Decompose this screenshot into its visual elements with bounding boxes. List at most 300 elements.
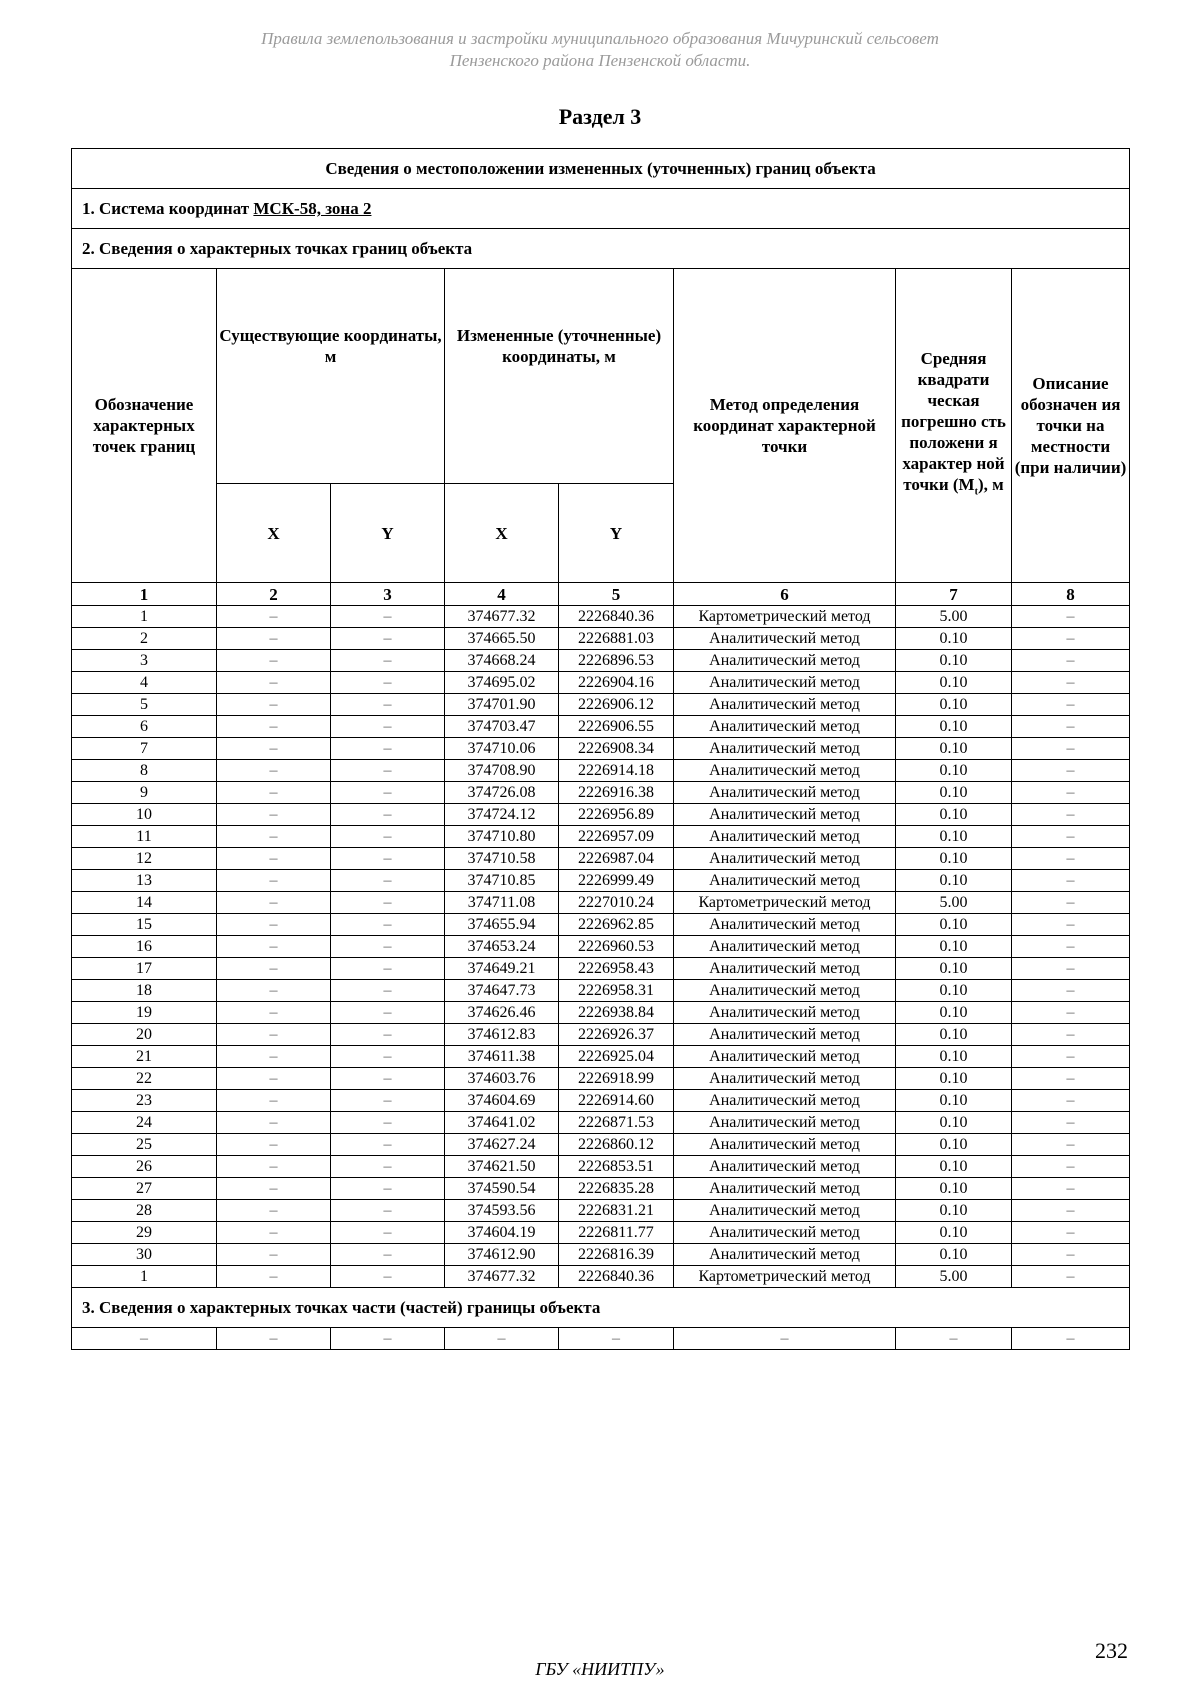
column-number: 7 (896, 583, 1012, 606)
point-number: 1 (72, 1266, 217, 1288)
existing-x: – (217, 672, 331, 694)
table-row (72, 760, 1130, 782)
coordinate-system-value: МСК-58, зона 2 (253, 199, 372, 218)
method: Картометрический метод (674, 606, 896, 628)
existing-x: – (217, 980, 331, 1002)
mean-error: 0.10 (896, 870, 1012, 892)
changed-y: 2226957.09 (559, 826, 674, 848)
changed-y: 2226835.28 (559, 1178, 674, 1200)
mean-error: 0.10 (896, 1090, 1012, 1112)
method: Аналитический метод (674, 716, 896, 738)
changed-y: 2226881.03 (559, 628, 674, 650)
existing-x: – (217, 650, 331, 672)
point-number: 6 (72, 716, 217, 738)
point-number: 18 (72, 980, 217, 1002)
point-number: 27 (72, 1178, 217, 1200)
existing-y: – (331, 760, 445, 782)
column-number: 3 (331, 583, 445, 606)
table-row (72, 606, 1130, 628)
point-number: 30 (72, 1244, 217, 1266)
description: – (1012, 782, 1130, 804)
existing-x: – (217, 1178, 331, 1200)
table-row (72, 1002, 1130, 1024)
description: – (1012, 1266, 1130, 1288)
point-number: 28 (72, 1200, 217, 1222)
changed-x: 374612.83 (445, 1024, 559, 1046)
point-number: 8 (72, 760, 217, 782)
table-row (72, 1222, 1130, 1244)
method: Аналитический метод (674, 1068, 896, 1090)
description: – (1012, 1046, 1130, 1068)
part-row (72, 1328, 1130, 1350)
header-row-1 (72, 269, 1130, 484)
table-row (72, 1156, 1130, 1178)
changed-x: 374701.90 (445, 694, 559, 716)
mean-error: 0.10 (896, 738, 1012, 760)
description: – (1012, 650, 1130, 672)
point-number: 1 (72, 606, 217, 628)
existing-x: – (217, 848, 331, 870)
changed-y: 2226811.77 (559, 1222, 674, 1244)
changed-y: 2226916.38 (559, 782, 674, 804)
existing-y: – (331, 936, 445, 958)
existing-y: – (331, 716, 445, 738)
method: Аналитический метод (674, 694, 896, 716)
method: Аналитический метод (674, 1200, 896, 1222)
existing-y: – (331, 1178, 445, 1200)
existing-x: – (217, 760, 331, 782)
mean-error: 0.10 (896, 1156, 1012, 1178)
point-number: 2 (72, 628, 217, 650)
mean-error: 0.10 (896, 1178, 1012, 1200)
section-title: Раздел 3 (558, 104, 642, 129)
coordinate-system-label: 1. Система координат (82, 199, 254, 218)
mean-error: 0.10 (896, 1024, 1012, 1046)
coordinates-table (71, 148, 1130, 1350)
existing-y: – (331, 1156, 445, 1178)
existing-x: – (217, 826, 331, 848)
changed-y: 2226958.43 (559, 958, 674, 980)
point-number: 11 (72, 826, 217, 848)
changed-x: 374710.58 (445, 848, 559, 870)
description: – (1012, 1002, 1130, 1024)
description: – (1012, 1222, 1130, 1244)
description: – (1012, 1244, 1130, 1266)
method: Аналитический метод (674, 760, 896, 782)
part-caption: 3. Сведения о характерных точках части (частей) границы объекта (72, 1288, 1130, 1328)
changed-x: 374710.85 (445, 870, 559, 892)
header-line-1: Правила землепользования и застройки муниципального образования Мичуринский сельсовет (261, 29, 939, 48)
existing-y: – (331, 1068, 445, 1090)
existing-x: – (217, 716, 331, 738)
changed-x: 374695.02 (445, 672, 559, 694)
table-title: Сведения о местоположении измененных (уточненных) границ объекта (72, 149, 1130, 189)
changed-x: 374653.24 (445, 936, 559, 958)
description: – (1012, 672, 1130, 694)
existing-y: – (331, 1134, 445, 1156)
existing-x: – (217, 892, 331, 914)
changed-y: 2226962.85 (559, 914, 674, 936)
method: Аналитический метод (674, 1156, 896, 1178)
existing-x: – (217, 782, 331, 804)
description: – (1012, 1068, 1130, 1090)
description: – (1012, 914, 1130, 936)
mean-error: 0.10 (896, 628, 1012, 650)
part-cell: – (1012, 1328, 1130, 1350)
existing-x: – (217, 1200, 331, 1222)
table-row (72, 1134, 1130, 1156)
column-numbers-row (72, 583, 1130, 606)
existing-y: – (331, 1222, 445, 1244)
changed-y: 2226840.36 (559, 1266, 674, 1288)
changed-y: 2227010.24 (559, 892, 674, 914)
part-cell: – (445, 1328, 559, 1350)
existing-y: – (331, 1046, 445, 1068)
point-number: 9 (72, 782, 217, 804)
table-row (72, 1244, 1130, 1266)
changed-y: 2226906.55 (559, 716, 674, 738)
mean-error: 0.10 (896, 1134, 1012, 1156)
changed-x: 374590.54 (445, 1178, 559, 1200)
point-number: 13 (72, 870, 217, 892)
changed-x: 374655.94 (445, 914, 559, 936)
table-title-row (72, 149, 1130, 189)
mean-error: 0.10 (896, 1244, 1012, 1266)
part-cell: – (217, 1328, 331, 1350)
changed-y: 2226908.34 (559, 738, 674, 760)
table-row (72, 848, 1130, 870)
method: Аналитический метод (674, 1046, 896, 1068)
method: Аналитический метод (674, 914, 896, 936)
changed-x: 374612.90 (445, 1244, 559, 1266)
point-number: 20 (72, 1024, 217, 1046)
changed-y: 2226999.49 (559, 870, 674, 892)
table-row (72, 1090, 1130, 1112)
part-cell: – (72, 1328, 217, 1350)
method: Аналитический метод (674, 672, 896, 694)
existing-y: – (331, 826, 445, 848)
changed-y: 2226938.84 (559, 1002, 674, 1024)
method: Аналитический метод (674, 1134, 896, 1156)
changed-x: 374710.80 (445, 826, 559, 848)
existing-x: – (217, 1024, 331, 1046)
existing-x: – (217, 1090, 331, 1112)
point-number: 24 (72, 1112, 217, 1134)
changed-y: 2226914.60 (559, 1090, 674, 1112)
method: Аналитический метод (674, 1112, 896, 1134)
description: – (1012, 606, 1130, 628)
page-footer: ГБУ «НИИТПУ» (535, 1659, 665, 1679)
header-designation: Обозначение характерных точек границ (72, 269, 217, 583)
existing-x: – (217, 738, 331, 760)
header-changed-y: Y (559, 484, 674, 583)
existing-x: – (217, 1068, 331, 1090)
description: – (1012, 826, 1130, 848)
mean-error: 5.00 (896, 892, 1012, 914)
header-changed-x: X (445, 484, 559, 583)
table-row (72, 672, 1130, 694)
changed-y: 2226914.18 (559, 760, 674, 782)
point-number: 5 (72, 694, 217, 716)
existing-x: – (217, 1112, 331, 1134)
existing-x: – (217, 606, 331, 628)
point-number: 3 (72, 650, 217, 672)
existing-y: – (331, 694, 445, 716)
table-row (72, 914, 1130, 936)
header-error-sub: t (974, 486, 978, 498)
changed-x: 374593.56 (445, 1200, 559, 1222)
changed-y: 2226958.31 (559, 980, 674, 1002)
column-number: 4 (445, 583, 559, 606)
changed-x: 374726.08 (445, 782, 559, 804)
part-caption-row (72, 1288, 1130, 1328)
existing-y: – (331, 1090, 445, 1112)
mean-error: 0.10 (896, 980, 1012, 1002)
changed-x: 374708.90 (445, 760, 559, 782)
mean-error: 0.10 (896, 650, 1012, 672)
description: – (1012, 936, 1130, 958)
description: – (1012, 1178, 1130, 1200)
point-number: 4 (72, 672, 217, 694)
header-line-2: Пензенского района Пензенской области. (449, 51, 751, 70)
existing-y: – (331, 958, 445, 980)
existing-y: – (331, 804, 445, 826)
description: – (1012, 892, 1130, 914)
table-row (72, 1068, 1130, 1090)
changed-y: 2226960.53 (559, 936, 674, 958)
description: – (1012, 738, 1130, 760)
method: Аналитический метод (674, 650, 896, 672)
method: Аналитический метод (674, 628, 896, 650)
description: – (1012, 1024, 1130, 1046)
existing-x: – (217, 694, 331, 716)
description: – (1012, 628, 1130, 650)
existing-y: – (331, 606, 445, 628)
table-row (72, 936, 1130, 958)
description: – (1012, 804, 1130, 826)
description: – (1012, 958, 1130, 980)
table-row (72, 892, 1130, 914)
existing-x: – (217, 870, 331, 892)
changed-x: 374603.76 (445, 1068, 559, 1090)
existing-x: – (217, 1244, 331, 1266)
mean-error: 0.10 (896, 782, 1012, 804)
method: Аналитический метод (674, 1178, 896, 1200)
method: Аналитический метод (674, 1024, 896, 1046)
header-existing-y: Y (331, 484, 445, 583)
description: – (1012, 980, 1130, 1002)
point-number: 25 (72, 1134, 217, 1156)
changed-y: 2226987.04 (559, 848, 674, 870)
column-number: 8 (1012, 583, 1130, 606)
table-row (72, 1046, 1130, 1068)
changed-y: 2226871.53 (559, 1112, 674, 1134)
description: – (1012, 1200, 1130, 1222)
method: Аналитический метод (674, 1002, 896, 1024)
existing-x: – (217, 936, 331, 958)
existing-x: – (217, 1002, 331, 1024)
description: – (1012, 1156, 1130, 1178)
method: Аналитический метод (674, 1244, 896, 1266)
existing-y: – (331, 672, 445, 694)
changed-x: 374627.24 (445, 1134, 559, 1156)
header-existing-x: X (217, 484, 331, 583)
changed-x: 374604.19 (445, 1222, 559, 1244)
existing-y: – (331, 1200, 445, 1222)
mean-error: 5.00 (896, 1266, 1012, 1288)
existing-x: – (217, 1222, 331, 1244)
mean-error: 0.10 (896, 1002, 1012, 1024)
changed-y: 2226956.89 (559, 804, 674, 826)
method: Аналитический метод (674, 936, 896, 958)
existing-y: – (331, 1024, 445, 1046)
column-number: 1 (72, 583, 217, 606)
method: Аналитический метод (674, 804, 896, 826)
table-row (72, 870, 1130, 892)
existing-y: – (331, 1266, 445, 1288)
method: Аналитический метод (674, 980, 896, 1002)
existing-y: – (331, 892, 445, 914)
changed-x: 374677.32 (445, 1266, 559, 1288)
changed-y: 2226831.21 (559, 1200, 674, 1222)
table-row (72, 1112, 1130, 1134)
mean-error: 0.10 (896, 848, 1012, 870)
existing-y: – (331, 870, 445, 892)
point-number: 19 (72, 1002, 217, 1024)
existing-x: – (217, 628, 331, 650)
changed-y: 2226925.04 (559, 1046, 674, 1068)
changed-x: 374621.50 (445, 1156, 559, 1178)
table-row (72, 716, 1130, 738)
changed-x: 374604.69 (445, 1090, 559, 1112)
existing-x: – (217, 1134, 331, 1156)
column-number: 2 (217, 583, 331, 606)
point-number: 14 (72, 892, 217, 914)
changed-x: 374703.47 (445, 716, 559, 738)
mean-error: 0.10 (896, 1200, 1012, 1222)
method: Картометрический метод (674, 1266, 896, 1288)
existing-y: – (331, 1112, 445, 1134)
description: – (1012, 1112, 1130, 1134)
changed-y: 2226840.36 (559, 606, 674, 628)
mean-error: 0.10 (896, 1112, 1012, 1134)
header-method: Метод определения координат характерной точки (674, 269, 896, 583)
table-row (72, 738, 1130, 760)
changed-y: 2226853.51 (559, 1156, 674, 1178)
mean-error: 0.10 (896, 804, 1012, 826)
changed-y: 2226926.37 (559, 1024, 674, 1046)
changed-x: 374611.38 (445, 1046, 559, 1068)
point-number: 16 (72, 936, 217, 958)
method: Аналитический метод (674, 826, 896, 848)
point-number: 21 (72, 1046, 217, 1068)
description: – (1012, 1134, 1130, 1156)
page-header (0, 28, 1200, 72)
changed-x: 374641.02 (445, 1112, 559, 1134)
column-number: 6 (674, 583, 896, 606)
mean-error: 0.10 (896, 694, 1012, 716)
table-row (72, 826, 1130, 848)
changed-x: 374668.24 (445, 650, 559, 672)
table-row (72, 694, 1130, 716)
part-cell: – (674, 1328, 896, 1350)
table-row (72, 1200, 1130, 1222)
point-number: 23 (72, 1090, 217, 1112)
point-number: 17 (72, 958, 217, 980)
mean-error: 0.10 (896, 760, 1012, 782)
changed-x: 374649.21 (445, 958, 559, 980)
existing-x: – (217, 1266, 331, 1288)
point-number: 10 (72, 804, 217, 826)
changed-y: 2226860.12 (559, 1134, 674, 1156)
changed-x: 374647.73 (445, 980, 559, 1002)
part-cell: – (896, 1328, 1012, 1350)
method: Аналитический метод (674, 738, 896, 760)
existing-y: – (331, 782, 445, 804)
table-row (72, 804, 1130, 826)
description: – (1012, 870, 1130, 892)
mean-error: 0.10 (896, 1222, 1012, 1244)
table-row (72, 782, 1130, 804)
changed-x: 374711.08 (445, 892, 559, 914)
header-description: Описание обозначен ия точки на местности (при наличии) (1012, 269, 1130, 583)
existing-x: – (217, 804, 331, 826)
page-number: 232 (1095, 1638, 1128, 1663)
point-number: 15 (72, 914, 217, 936)
existing-x: – (217, 914, 331, 936)
mean-error: 0.10 (896, 958, 1012, 980)
coordinate-system (72, 189, 1130, 229)
part-cell: – (331, 1328, 445, 1350)
existing-y: – (331, 650, 445, 672)
mean-error: 0.10 (896, 1046, 1012, 1068)
changed-x: 374677.32 (445, 606, 559, 628)
header-error-tail: ), м (977, 475, 1004, 495)
method: Аналитический метод (674, 958, 896, 980)
changed-y: 2226896.53 (559, 650, 674, 672)
existing-y: – (331, 738, 445, 760)
mean-error: 0.10 (896, 716, 1012, 738)
method: Аналитический метод (674, 1222, 896, 1244)
changed-y: 2226816.39 (559, 1244, 674, 1266)
point-number: 12 (72, 848, 217, 870)
changed-y: 2226918.99 (559, 1068, 674, 1090)
changed-x: 374665.50 (445, 628, 559, 650)
changed-y: 2226904.16 (559, 672, 674, 694)
mean-error: 0.10 (896, 1068, 1012, 1090)
header-error-main: Средняя квадрати ческая погрешно сть положени я характер ной точки (M (901, 349, 1006, 495)
method: Картометрический метод (674, 892, 896, 914)
existing-x: – (217, 1156, 331, 1178)
point-number: 22 (72, 1068, 217, 1090)
description: – (1012, 760, 1130, 782)
table-row (72, 650, 1130, 672)
existing-y: – (331, 1002, 445, 1024)
existing-x: – (217, 1046, 331, 1068)
coordinate-system-row (72, 189, 1130, 229)
header-changed: Измененные (уточненные) координаты, м (445, 269, 674, 484)
table-row (72, 958, 1130, 980)
description: – (1012, 716, 1130, 738)
method: Аналитический метод (674, 782, 896, 804)
mean-error: 5.00 (896, 606, 1012, 628)
existing-y: – (331, 1244, 445, 1266)
part-cell: – (559, 1328, 674, 1350)
table-row (72, 980, 1130, 1002)
description: – (1012, 694, 1130, 716)
points-caption-row (72, 229, 1130, 269)
description: – (1012, 1090, 1130, 1112)
